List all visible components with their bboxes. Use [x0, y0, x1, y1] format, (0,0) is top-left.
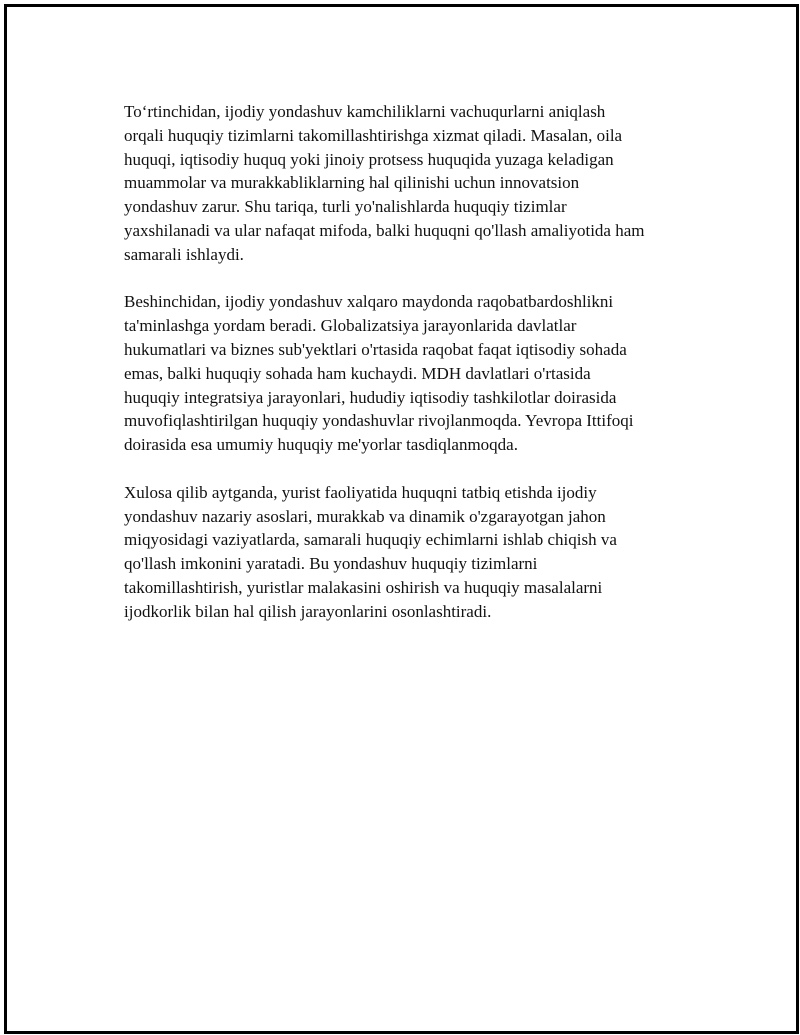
text-line: To‘rtinchidan, ijodiy yondashuv kamchiliklarni vachuqurlarni aniqlash [124, 102, 606, 121]
document-body [124, 100, 692, 647]
text-line: huquqi, iqtisodiy huquq yoki jinoiy protsess huquqida yuzaga keladigan [124, 149, 614, 169]
text-line: Xulosa qilib aytganda, yurist faoliyatida huquqni tatbiq etishda ijodiy [124, 482, 597, 502]
text-line: muammolar va murakkabliklarning hal qilinishi uchun innovatsion [124, 173, 580, 193]
text-line: ta'minlashga yordam beradi. Globalizatsiya jarayonlarida davlatlar [124, 316, 577, 336]
page-frame [4, 4, 799, 1034]
text-line: doirasida esa umumiy huquqiy me'yorlar tasdiqlanmoqda. [124, 435, 518, 455]
text-line: emas, balki huquqiy sohada ham kuchaydi. MDH davlatlari o'rtasida [124, 363, 591, 383]
text-line: miqyosidagi vaziyatlarda, samarali huquqiy echimlarni ishlab chiqish va [124, 530, 617, 550]
text-line: yondashuv nazariy asoslari, murakkab va dinamik o'zgarayotgan jahon [124, 506, 606, 526]
text-line: ijodkorlik bilan hal qilish jarayonlarini osonlashtiradi. [124, 601, 492, 621]
text-line: huquqiy integratsiya jarayonlari, hududiy iqtisodiy tashkilotlar doirasida [124, 387, 617, 407]
text-line: orqali huquqiy tizimlarni takomillashtirishga xizmat qiladi. Masalan, oila [124, 125, 623, 145]
text-line: yaxshilanadi va ular nafaqat mifoda, balki huquqni qo'llash amaliyotida ham [124, 220, 645, 240]
paragraph-1 [124, 100, 692, 267]
text-line: qo'llash imkonini yaratadi. Bu yondashuv huquqiy tizimlarni [124, 554, 538, 574]
paragraph-3 [124, 481, 692, 624]
text-line: Beshinchidan, ijodiy yondashuv xalqaro maydonda raqobatbardoshlikni [124, 292, 614, 312]
text-line: hukumatlari va biznes sub'yektlari o'rtasida raqobat faqat iqtisodiy sohada [124, 339, 627, 359]
text-line: yondashuv zarur. Shu tariqa, turli yo'nalishlarda huquqiy tizimlar [124, 197, 567, 217]
text-line: takomillashtirish, yuristlar malakasini oshirish va huquqiy masalalarni [124, 577, 603, 597]
paragraph-2 [124, 290, 692, 457]
text-line: muvofiqlashtirilgan huquqiy yondashuvlar rivojlanmoqda. Yevropa Ittifoqi [124, 411, 634, 431]
text-line: samarali ishlaydi. [124, 244, 244, 264]
